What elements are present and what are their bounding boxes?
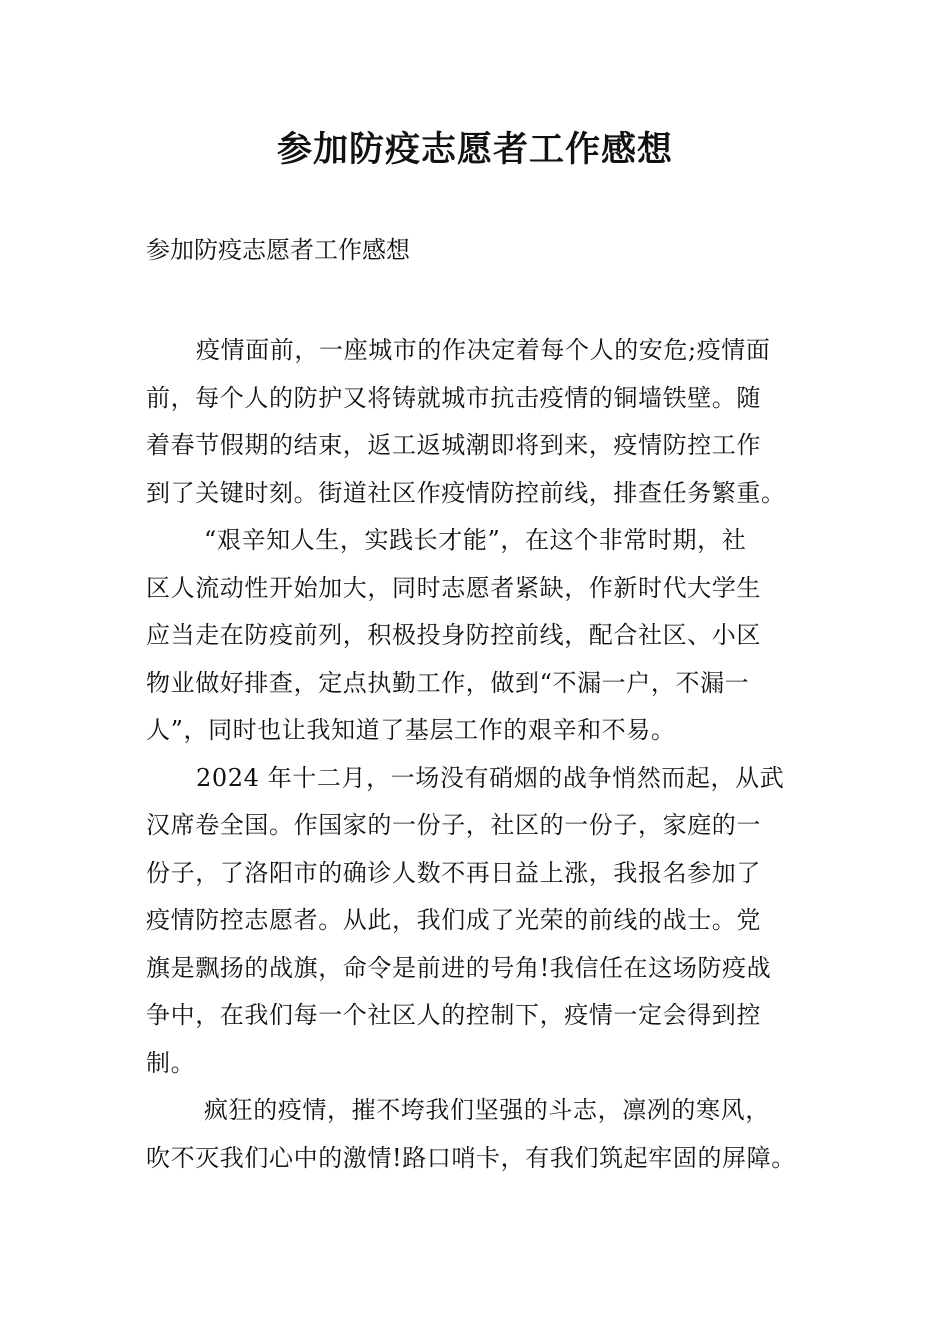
text-line: 人”，同时也让我知道了基层工作的艰辛和不易。 xyxy=(146,716,676,744)
paragraph xyxy=(146,327,836,517)
document-body xyxy=(146,327,836,1182)
document-title: 参加防疫志愿者工作感想 xyxy=(276,130,673,170)
text-line: 前，每个人的防护又将铸就城市抗击疫情的铜墙铁壁。随 xyxy=(146,383,761,412)
text-line: 旗是飘扬的战旗，命令是前进的号角!我信任在这场防疫战 xyxy=(146,953,772,982)
document-subtitle: 参加防疫志愿者工作感想 xyxy=(146,236,410,264)
text-line: 物业做好排查，定点执勤工作，做到“不漏一户，不漏一 xyxy=(146,668,750,697)
text-line: 份子，了洛阳市的确诊人数不再日益上涨，我报名参加了 xyxy=(146,858,761,887)
text-line: 应当走在防疫前列，积极投身防控前线，配合社区、小区 xyxy=(146,621,761,649)
paragraph xyxy=(146,1087,836,1182)
text-line: “艰辛知人生，实践长才能”，在这个非常时期，社 xyxy=(204,526,747,554)
paragraph xyxy=(146,755,836,1088)
text-line: 争中，在我们每一个社区人的控制下，疫情一定会得到控 xyxy=(146,1001,761,1029)
text-line: 疯狂的疫情，摧不垮我们坚强的斗志，凛冽的寒风， xyxy=(204,1096,770,1124)
text-line: 疫情面前，一座城市的作决定着每个人的安危;疫情面 xyxy=(196,336,771,364)
text-line: 着春节假期的结束，返工返城潮即将到来，疫情防控工作 xyxy=(146,431,761,459)
paragraph xyxy=(146,517,836,755)
text-line: 制。 xyxy=(146,1048,196,1077)
text-line: 到了关键时刻。街道社区作疫情防控前线，排查任务繁重。 xyxy=(146,478,786,507)
text-line: 汉席卷全国。作国家的一份子，社区的一份子，家庭的一 xyxy=(146,811,761,839)
text-line: 区人流动性开始加大，同时志愿者紧缺，作新时代大学生 xyxy=(146,573,761,602)
text-line: 疫情防控志愿者。从此，我们成了光荣的前线的战士。党 xyxy=(146,906,761,934)
text-line: 吹不灭我们心中的激情!路口哨卡，有我们筑起牢固的屏障。 xyxy=(146,1143,796,1172)
text-line: 2024 年十二月，一场没有硝烟的战争悄然而起，从武 xyxy=(196,763,785,792)
